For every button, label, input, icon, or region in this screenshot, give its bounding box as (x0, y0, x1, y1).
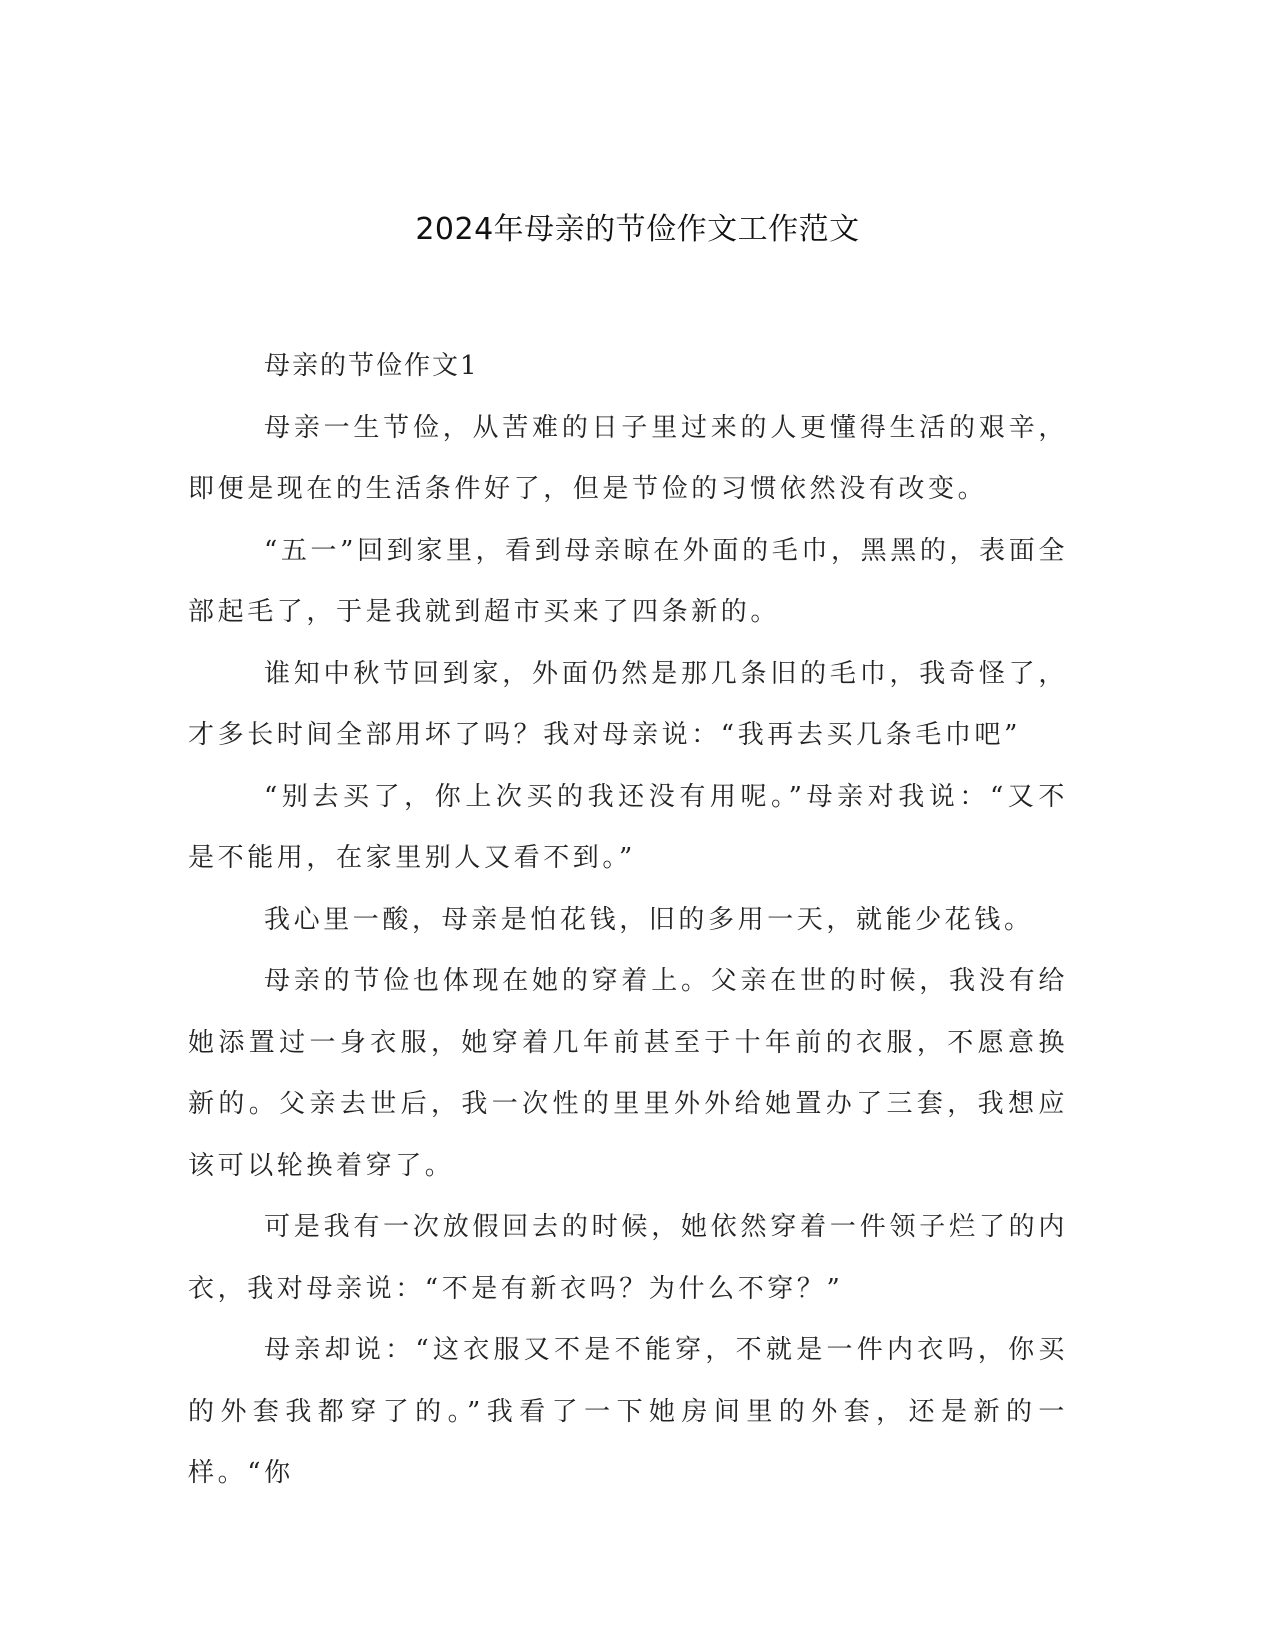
paragraph-8: 母亲却说：“这衣服又不是不能穿，不就是一件内衣吗，你买的外套我都穿了的。”我看了一下她房间里的外套，还是新的一样。“你 (188, 1335, 1068, 1488)
paragraph-3: 谁知中秋节回到家，外面仍然是那几条旧的毛巾，我奇怪了，才多长时间全部用坏了吗？我对母亲说：“我再去买几条毛巾吧” (188, 658, 1068, 750)
paragraph-2: “五一”回到家里，看到母亲晾在外面的毛巾，黑黑的，表面全部起毛了，于是我就到超市买来了四条新的。 (188, 535, 1068, 627)
paragraph-5: 我心里一酸，母亲是怕花钱，旧的多用一天，就能少花钱。 (264, 904, 1034, 935)
document-body (188, 336, 1068, 1505)
paragraph-6: 母亲的节俭也体现在她的穿着上。父亲在世的时候，我没有给她添置过一身衣服，她穿着几年前甚至于十年前的衣服，不愿意换新的。父亲去世后，我一次性的里里外外给她置办了三套，我想应该可以轮换着穿了。 (188, 966, 1068, 1181)
document-title: 2024年母亲的节俭作文工作范文 (415, 212, 860, 247)
paragraph-4: “别去买了，你上次买的我还没有用呢。”母亲对我说：“又不是不能用，在家里别人又看不到。” (188, 781, 1068, 873)
paragraph-7: 可是我有一次放假回去的时候，她依然穿着一件领子烂了的内衣，我对母亲说：“不是有新衣吗？为什么不穿？” (188, 1212, 1068, 1304)
section-heading: 母亲的节俭作文1 (264, 351, 479, 381)
paragraph-1: 母亲一生节俭，从苦难的日子里过来的人更懂得生活的艰辛，即便是现在的生活条件好了，但是节俭的习惯依然没有改变。 (188, 412, 1068, 504)
